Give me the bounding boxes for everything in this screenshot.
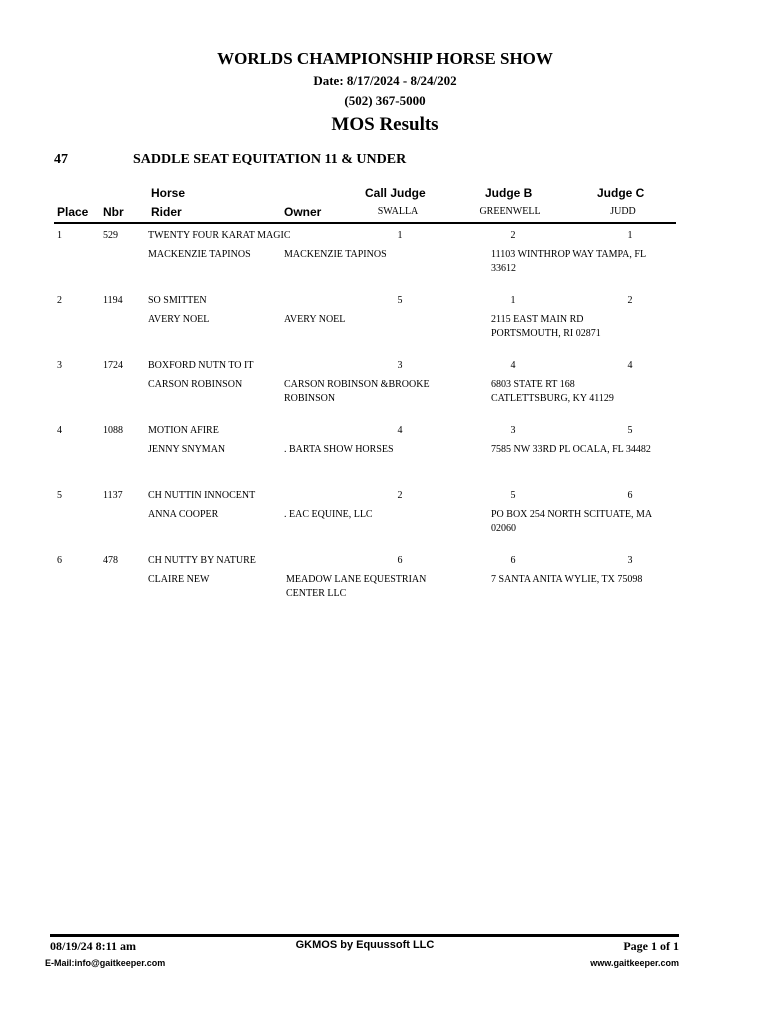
entry-number: 1137 [103, 490, 123, 501]
header-rule [54, 222, 676, 224]
owner-name: CARSON ROBINSON &BROOKE ROBINSON [284, 379, 430, 404]
owner-address: PO BOX 254 NORTH SCITUATE, MA 02060 [491, 509, 652, 534]
footer-website: www.gaitkeeper.com [590, 958, 679, 968]
owner-address: 2115 EAST MAIN RD PORTSMOUTH, RI 02871 [491, 314, 601, 339]
print-timestamp: 08/19/24 8:11 am [50, 939, 136, 953]
judge-c-score: 5 [627, 425, 633, 436]
show-phone: (502) 367-5000 [344, 93, 426, 108]
results-title: MOS Results [331, 114, 439, 135]
class-name: SADDLE SEAT EQUITATION 11 & UNDER [133, 152, 407, 167]
page-number: Page 1 of 1 [623, 939, 679, 953]
entry-number: 1724 [103, 360, 123, 371]
judge-c-score: 1 [627, 230, 633, 241]
class-number: 47 [54, 152, 68, 167]
owner-name: MEADOW LANE EQUESTRIAN CENTER LLC [286, 574, 427, 599]
judge-c-score: 4 [627, 360, 633, 371]
place: 2 [57, 295, 62, 306]
table-row [0, 359, 770, 419]
judge-b-score: 4 [510, 360, 516, 371]
owner-name: AVERY NOEL [284, 314, 346, 325]
horse-name: SO SMITTEN [148, 295, 207, 306]
call-judge-name: SWALLA [377, 206, 419, 217]
footer-rule [50, 934, 679, 937]
rider-name: MACKENZIE TAPINOS [148, 249, 251, 260]
judge-b-score: 2 [510, 230, 516, 241]
owner-address: 7585 NW 33RD PL OCALA, FL 34482 [491, 444, 651, 455]
call-judge-score: 2 [397, 490, 403, 501]
owner-address: 6803 STATE RT 168 CATLETTSBURG, KY 41129 [491, 379, 614, 404]
call-judge-score: 4 [397, 425, 403, 436]
horse-name: CH NUTTY BY NATURE [148, 555, 256, 566]
show-date: Date: 8/17/2024 - 8/24/202 [313, 73, 457, 88]
table-row [0, 489, 770, 549]
judge-b-score: 5 [510, 490, 516, 501]
col-horse: Horse [151, 186, 186, 200]
table-row [0, 229, 770, 289]
col-place: Place [57, 205, 89, 219]
judge-b-score: 1 [510, 295, 516, 306]
table-row [0, 294, 770, 354]
place: 1 [57, 230, 62, 241]
judge-c-score: 2 [627, 295, 633, 306]
judge-b-score: 6 [510, 555, 516, 566]
rider-name: CARSON ROBINSON [148, 379, 243, 390]
horse-name: CH NUTTIN INNOCENT [148, 490, 256, 501]
col-rider: Rider [151, 205, 182, 219]
horse-name: BOXFORD NUTN TO IT [148, 360, 254, 371]
owner-name: . EAC EQUINE, LLC [284, 509, 373, 520]
rider-name: ANNA COOPER [148, 509, 219, 520]
entry-number: 478 [103, 555, 118, 566]
table-row [0, 424, 770, 484]
software-credit: GKMOS by Equussoft LLC [295, 939, 435, 951]
call-judge-score: 6 [397, 555, 403, 566]
owner-name: . BARTA SHOW HORSES [284, 444, 394, 455]
col-judge-b: Judge B [485, 186, 533, 200]
entry-number: 1194 [103, 295, 123, 306]
place: 4 [57, 425, 62, 436]
judge-c-name: JUDD [610, 206, 636, 217]
judge-c-score: 6 [627, 490, 633, 501]
judge-b-name: GREENWELL [479, 206, 541, 217]
footer-email: E-Mail:info@gaitkeeper.com [45, 958, 166, 968]
call-judge-score: 3 [397, 360, 403, 371]
col-call-judge: Call Judge [365, 186, 426, 200]
rider-name: CLAIRE NEW [148, 574, 210, 585]
col-owner: Owner [284, 205, 322, 219]
table-row [0, 554, 770, 614]
owner-name: MACKENZIE TAPINOS [284, 249, 387, 260]
rider-name: JENNY SNYMAN [148, 444, 226, 455]
place: 6 [57, 555, 62, 566]
horse-name: TWENTY FOUR KARAT MAGIC [148, 230, 291, 241]
judge-c-score: 3 [627, 555, 633, 566]
show-title: WORLDS CHAMPIONSHIP HORSE SHOW [217, 49, 553, 68]
rider-name: AVERY NOEL [148, 314, 210, 325]
call-judge-score: 1 [397, 230, 403, 241]
place: 5 [57, 490, 62, 501]
col-judge-c: Judge C [597, 186, 645, 200]
col-nbr: Nbr [103, 205, 124, 219]
entry-number: 1088 [103, 425, 123, 436]
entry-number: 529 [103, 230, 118, 241]
judge-b-score: 3 [510, 425, 516, 436]
place: 3 [57, 360, 62, 371]
owner-address: 11103 WINTHROP WAY TAMPA, FL 33612 [491, 249, 646, 274]
call-judge-score: 5 [397, 295, 403, 306]
horse-name: MOTION AFIRE [148, 425, 219, 436]
owner-address: 7 SANTA ANITA WYLIE, TX 75098 [491, 574, 643, 585]
